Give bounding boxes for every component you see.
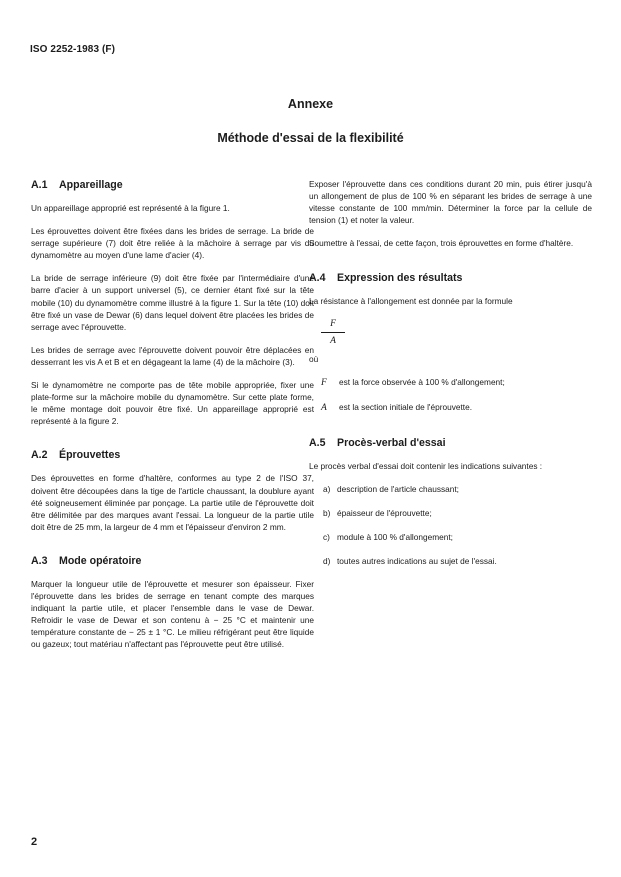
section-heading-a1: A.1 Appareillage	[31, 179, 123, 191]
section-heading-a5: A.5 Procès-verbal d'essai	[309, 436, 446, 449]
paragraph: Marquer la longueur utile de l'éprouvette et mesurer son épaisseur. Fixer l'éprouvette dans les brides de serrage en tenant compte des marques indiquant la partie utile, et placer l'ensemble dans le vase de Dewar. Refroidir le vase de Dewar et son contenu à − 25 °C et maintenir une température constante de − 25 ± 1 °C. Le milieu réfrigérant peut être liquide ou gazeux; tout matériau n'affectant pas l'éprouvette peut être utilisé.	[31, 578, 314, 650]
formula	[321, 319, 345, 347]
list-item: d) toutes autres indications au sujet de l'essai.	[323, 556, 497, 567]
paragraph: Les éprouvettes doivent être fixées dans les brides de serrage. La bride de serrage supérieure (7) doit être reliée à la mâchoire à serrage par vis du dynamomètre au moyen d'une lame d'acier (4).	[31, 226, 314, 261]
section-heading-a4: A.4 Expression des résultats	[309, 272, 463, 285]
right-column	[309, 178, 592, 579]
paragraph: Soumettre à l'essai, de cette façon, trois éprouvettes en forme d'haltère.	[309, 238, 574, 249]
paragraph: Un appareillage approprié est représenté à la figure 1.	[31, 203, 230, 213]
fraction-bar	[321, 332, 345, 333]
page-number: 2	[31, 836, 38, 848]
annex-title: Méthode d'essai de la flexibilité	[217, 131, 404, 145]
paragraph: Si le dynamomètre ne comporte pas de tête mobile appropriée, fixer une plate-forme sur la mâchoire mobile du dynamomètre. Sur cette plate forme, le même montage doit pouvoir être fixé. Un appareillage approprié est représenté à la figure 2.	[31, 380, 314, 427]
list-item: c) module à 100 % d'allongement;	[323, 532, 453, 543]
paragraph: Les brides de serrage avec l'éprouvette doivent pouvoir être déplacées en desserrant les vis A et B et en dégageant la lame (4) de la mâchoire (3).	[31, 344, 314, 367]
left-column	[31, 178, 314, 661]
formula-numerator: F	[330, 318, 336, 329]
report-intro: Le procès verbal d'essai doit contenir les indications suivantes :	[309, 460, 543, 471]
list-item: a) description de l'article chaussant;	[323, 483, 459, 494]
section-heading-a3: A.3 Mode opératoire	[31, 554, 142, 567]
paragraph: La bride de serrage inférieure (9) doit être fixée par l'intermédiaire d'une barre d'acier à un support universel (5), ce dernier étant fixé sur la tête mobile (10) du dynamomètre comme illustré à la figure 1. Sur la tête (10) doit être fixé un vase de Dewar (6) dans lequel doivent être placées les brides de serrage avec l'éprouvette.	[31, 273, 314, 332]
paragraph: Exposer l'éprouvette dans ces conditions durant 20 min, puis étirer jusqu'à un allongement de plus de 100 % en séparant les brides de serrage à une vitesse constante de 100 mm/min. Déterminer la force par la cellule de tension (1) et noter la valeur.	[309, 179, 592, 226]
list-item: b) épaisseur de l'éprouvette;	[323, 508, 432, 519]
standard-reference: ISO 2252-1983 (F)	[30, 44, 116, 55]
formula-denominator: A	[330, 335, 336, 346]
definition-item: A est la section initiale de l'éprouvette.	[321, 401, 473, 413]
definition-item: F est la force observée à 100 % d'allongement;	[321, 376, 505, 388]
formula-intro: La résistance à l'allongement est donnée par la formule	[309, 296, 513, 307]
annex-label: Annexe	[287, 97, 334, 111]
paragraph: Des éprouvettes en forme d'haltère, conformes au type 2 de l'ISO 37, doivent être découpées dans la tige de l'article chaussant, la doublure ayant été soigneusement éliminée par ponçage. La partie utile de l'éprouvette doit être délimitée par des marques avant l'essai. La longueur de la partie utile doit être de 25 mm, la largeur de 4 mm et l'épaisseur d'environ 2 mm.	[31, 473, 314, 532]
where-label: où	[309, 353, 319, 364]
section-heading-a2: A.2 Éprouvettes	[31, 449, 121, 462]
